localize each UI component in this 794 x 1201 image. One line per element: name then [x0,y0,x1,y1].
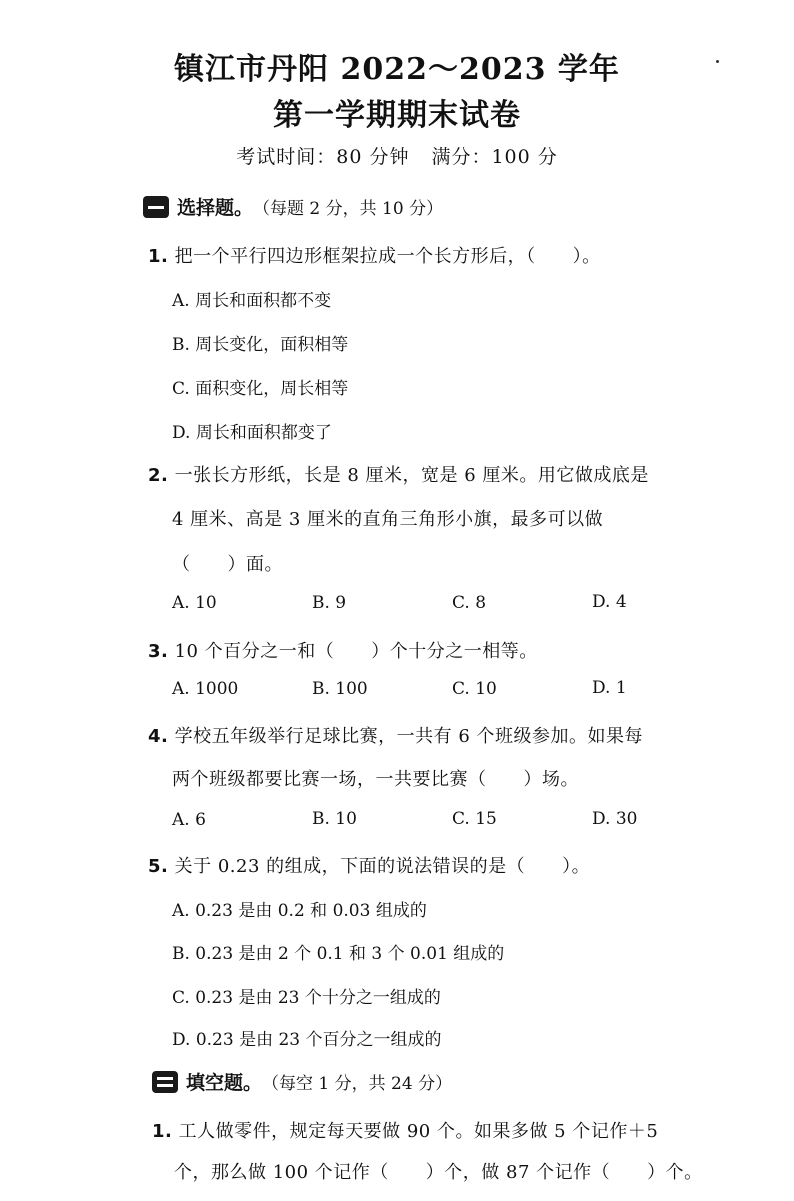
option-a[interactable]: A. 10 [172,593,217,613]
option-c[interactable]: C. 15 [452,809,497,829]
question-number: 1. [152,1121,173,1142]
question-number: 3. [148,641,169,662]
question-2-line-1 [148,461,649,487]
question-text: 关于 0.23 的组成，下面的说法错误的是（ ）。 [174,856,591,877]
option-b[interactable]: B. 0.23 是由 2 个 0.1 和 3 个 0.01 组成的 [172,944,505,964]
question-3 [148,637,538,663]
section-1-note: （每题 2 分，共 10 分） [253,199,444,219]
question-4-line-1 [148,722,643,748]
full-score: 满分：100 分 [431,146,558,168]
option-c[interactable]: C. 8 [452,593,487,613]
exam-meta [0,142,794,169]
option-b[interactable]: B. 周长变化，面积相等 [172,335,349,355]
question-text: 工人做零件，规定每天要做 90 个。如果多做 5 个记作＋5 [178,1121,659,1142]
option-c[interactable]: C. 面积变化，周长相等 [172,379,349,399]
option-d[interactable]: D. 30 [592,809,638,829]
question-1 [148,242,601,268]
section-1-header [143,193,443,220]
question-text: 10 个百分之一和（ ）个十分之一相等。 [174,641,538,662]
option-b[interactable]: B. 10 [312,809,357,829]
exam-title-line2: 第一学期期末试卷 [273,98,521,133]
fill-question-1-line-1 [152,1117,658,1143]
exam-title-line1: 镇江市丹阳 2022～2023 学年 [174,52,620,87]
option-a[interactable]: A. 6 [172,810,206,830]
section-two-badge-icon [152,1071,178,1093]
option-b[interactable]: B. 9 [312,593,347,613]
question-text: 学校五年级举行足球比赛，一共有 6 个班级参加。如果每 [174,726,644,747]
section-2-note: （每空 1 分，共 24 分） [262,1074,453,1094]
section-2-title: 填空题。 [186,1072,263,1094]
question-5 [148,852,590,878]
section-one-badge-icon [143,196,169,218]
option-a[interactable]: A. 1000 [172,679,239,699]
option-d[interactable]: D. 1 [592,678,627,698]
option-c[interactable]: C. 10 [452,679,497,699]
fill-question-1-line-2: 个，那么做 100 个记作（ ）个，做 87 个记作（ ）个。 [174,1162,703,1183]
option-d[interactable]: D. 4 [592,592,627,612]
question-number: 2. [148,465,169,486]
question-2-line-2: 4 厘米、高是 3 厘米的直角三角形小旗，最多可以做 [172,509,604,530]
question-4-line-2: 两个班级都要比赛一场，一共要比赛（ ）场。 [172,769,579,790]
question-text: 一张长方形纸，长是 8 厘米，宽是 6 厘米。用它做成底是 [174,465,649,486]
option-d[interactable]: D. 周长和面积都变了 [172,423,332,443]
question-number: 1. [148,246,169,267]
option-c[interactable]: C. 0.23 是由 23 个十分之一组成的 [172,988,441,1008]
section-2-header [152,1068,452,1095]
section-1-title: 选择题。 [177,197,254,219]
exam-time: 考试时间：80 分钟 [236,146,410,168]
option-d[interactable]: D. 0.23 是由 23 个百分之一组成的 [172,1030,442,1050]
question-number: 4. [148,726,169,747]
option-a[interactable]: A. 周长和面积都不变 [172,291,332,311]
question-text: 把一个平行四边形框架拉成一个长方形后，（ ）。 [174,246,601,267]
option-b[interactable]: B. 100 [312,679,368,699]
question-number: 5. [148,856,169,877]
option-a[interactable]: A. 0.23 是由 0.2 和 0.03 组成的 [172,901,427,921]
question-2-line-3: （ ）面。 [172,554,283,575]
